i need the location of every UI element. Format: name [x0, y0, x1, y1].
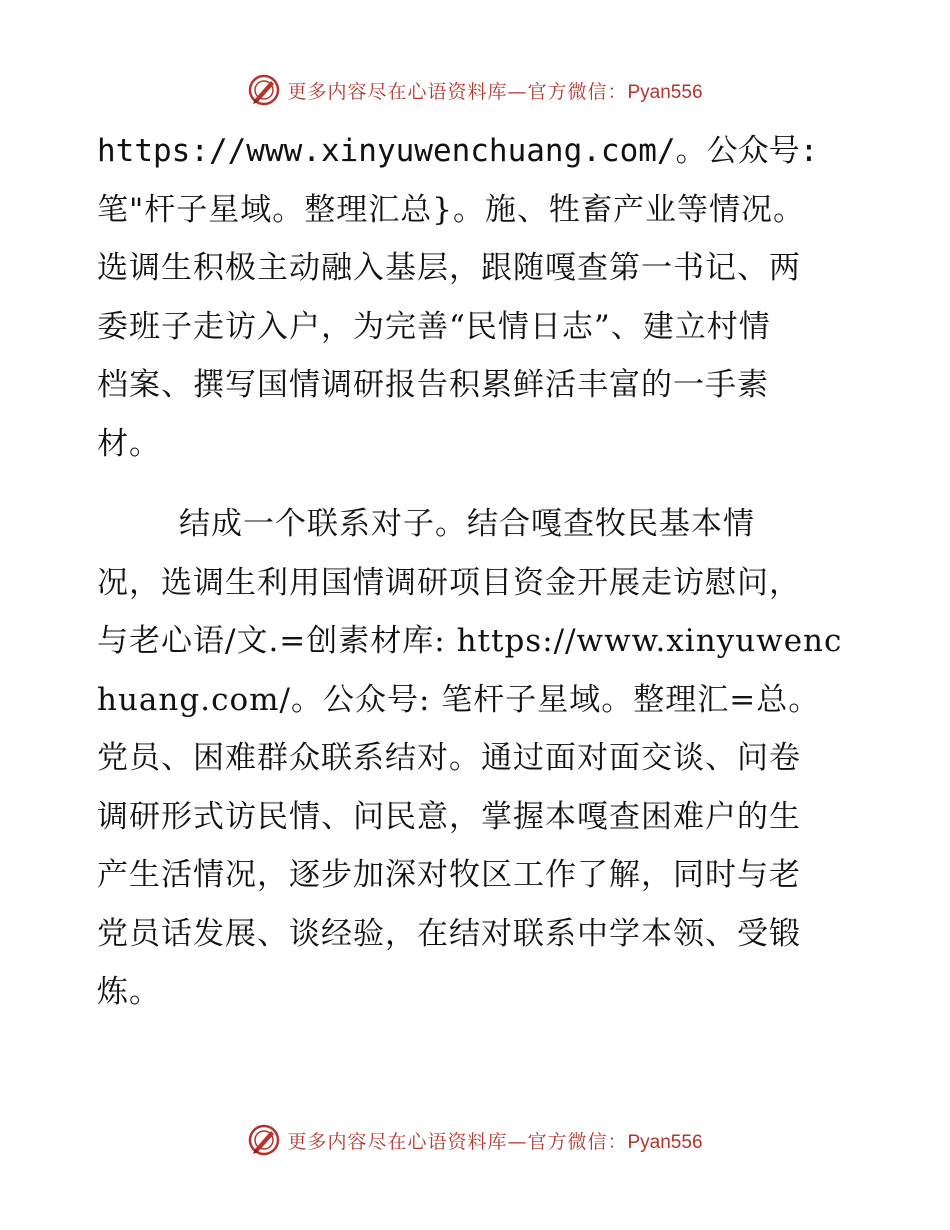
- paragraph-1-line-1: [97, 122, 857, 181]
- paragraph-2-line-6: 调研形式访民情、问民意，掌握本嘎查困难户的生: [97, 798, 801, 835]
- document-body: [97, 122, 857, 1022]
- paragraph-2: [97, 495, 857, 1022]
- header-banner-text: [287, 77, 702, 104]
- paragraph-2-line-3: 与老心语/文.=创素材库: https://www.xinyuwenc: [97, 623, 843, 659]
- footer-banner-text: [287, 1127, 702, 1154]
- paragraph-2-line-1: 结成一个联系对子。结合嘎查牧民基本情: [179, 506, 755, 542]
- paragraph-2-line-7: 产生活情况，逐步加深对牧区工作了解，同时与老: [97, 857, 801, 893]
- paragraph-1: [97, 122, 857, 473]
- header-banner-wechat-id: Pyan556: [627, 81, 703, 103]
- header-banner-title: 更多内容尽在心语资料库: [287, 80, 508, 103]
- paragraph-2-line-9: 炼。: [97, 974, 161, 1010]
- paragraph-1-line-6: 材。: [97, 425, 161, 462]
- footer-banner-label: 官方微信：: [527, 1130, 628, 1153]
- footer-banner-title: 更多内容尽在心语资料库: [287, 1130, 508, 1153]
- footer-banner-wechat-id: Pyan556: [627, 1131, 703, 1153]
- paragraph-1-line-4: 委班子走访入户，为完善“民情日志”、建立村情: [97, 308, 771, 345]
- paragraph-2-line-8: 党员话发展、谈经验，在结对联系中学本领、受锻: [97, 915, 801, 952]
- footer-banner: [0, 1120, 950, 1160]
- pen-logo-icon: [247, 1123, 281, 1157]
- paragraph-1-line-5: 档案、撰写国情调研报告积累鲜活丰富的一手素: [97, 367, 769, 403]
- paragraph-2-line-5: 党员、困难群众联系结对。通过面对面交谈、问卷: [97, 740, 801, 776]
- header-banner-dash: —: [507, 80, 528, 103]
- pen-logo-icon: [247, 73, 281, 107]
- header-banner: [0, 70, 950, 110]
- paragraph-2-line-2: 况，选调生利用国情调研项目资金开展走访慰问，: [97, 564, 801, 601]
- paragraph-1-line-2: 笔"杆子星域。整理汇总}。施、牲畜产业等情况。: [97, 191, 805, 228]
- paragraph-1-line-3: 选调生积极主动融入基层，跟随嘎查第一书记、两: [97, 250, 801, 286]
- header-banner-label: 官方微信：: [527, 80, 628, 103]
- footer-banner-dash: —: [507, 1130, 528, 1153]
- url-line-text: https://www.xinyuwenchuang.com/。公众号:: [97, 133, 819, 169]
- paragraph-2-line-4: huang.com/。公众号: 笔杆子星域。整理汇=总。: [97, 681, 821, 718]
- paragraph-spacer: [97, 473, 857, 495]
